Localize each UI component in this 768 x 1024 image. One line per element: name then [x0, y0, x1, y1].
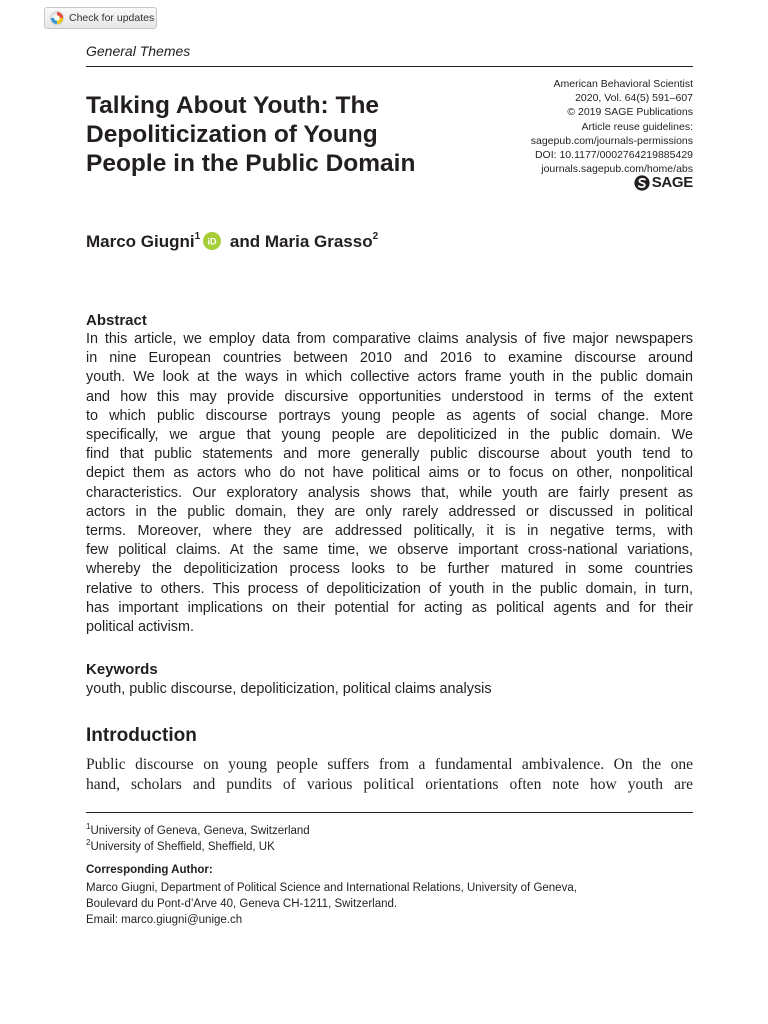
abstract-line: find that public statements and more generally public discourse about youth tend to: [86, 446, 693, 463]
section-label: General Themes: [86, 43, 191, 59]
abstract-line: specifically, we argue that young people are depoliticized in the public domain. We: [86, 427, 693, 444]
title-line: People in the Public Domain: [86, 150, 416, 177]
journal-info: [531, 77, 693, 176]
corresponding-author-heading: Corresponding Author:: [86, 864, 213, 876]
affiliation-marker: 1: [86, 822, 91, 831]
abstract-line: actors in the public domain, they are only rarely addressed or discussed in political: [86, 503, 693, 520]
journal-link[interactable]: journals.sagepub.com/home/abs: [541, 163, 693, 176]
orcid-icon[interactable]: [203, 232, 221, 250]
corresponding-line: Marco Giugni, Department of Political Science and International Relations, University of Geneva,: [86, 882, 577, 894]
corresponding-email[interactable]: Email: marco.giugni@unige.ch: [86, 914, 243, 926]
abstract-line: In this article, we employ data from comparative claims analysis of five major newspapers: [86, 331, 693, 347]
affiliation-marker: 1: [194, 231, 201, 242]
affiliation-marker: 2: [372, 231, 379, 242]
abstract-line: has important implications on their potential for acting as political agents and for their: [86, 599, 693, 616]
abstract-line: political activism.: [86, 619, 194, 636]
abstract-line: whereby the depoliticization process looks to be further matured in some countries: [86, 561, 693, 578]
abstract-line: characteristics. Our exploratory analysis shows that, while youth are fairly present as: [86, 484, 693, 501]
body-line: hand, scholars and pundits of various political orientations often note how youth are: [86, 776, 693, 793]
copyright: © 2019 SAGE Publications: [567, 106, 693, 119]
reuse-heading: Article reuse guidelines:: [581, 120, 693, 133]
journal-volume: 2020, Vol. 64(5) 591–607: [575, 92, 693, 105]
corresponding-line: Boulevard du Pont-d’Arve 40, Geneva CH-1211, Switzerland.: [86, 898, 398, 910]
abstract-text: [86, 330, 693, 637]
doi[interactable]: DOI: 10.1177/0002764219885429: [534, 149, 693, 162]
keywords-text: youth, public discourse, depoliticization, political claims analysis: [86, 681, 492, 697]
abstract-line: few political claims. At the same time, we observe important cross-national variations,: [86, 542, 693, 559]
introduction-heading: Introduction: [86, 725, 197, 746]
affiliation-marker: 2: [86, 838, 91, 847]
author-name: Maria Grasso: [264, 232, 373, 251]
corresponding-author-info: [86, 880, 577, 928]
affiliation-text: University of Geneva, Geneva, Switzerland: [90, 824, 310, 837]
affiliation: [86, 838, 275, 853]
affiliation-text: University of Sheffield, Sheffield, UK: [90, 840, 275, 853]
title-line: Talking About Youth: The: [86, 92, 380, 119]
abstract-line: relative to others. This process of depoliticization of youth in the public domain, in turn,: [86, 580, 693, 597]
author-list: [86, 232, 380, 252]
body-line: Public discourse on young people suffers from a fundamental ambivalence. On the one: [86, 756, 693, 773]
introduction-text: [86, 755, 693, 795]
author-connector: and: [225, 232, 265, 251]
abstract-line: youth. We look at the ways in which collective actors frame youth in the public domain: [86, 369, 693, 386]
footnote-rule: [86, 812, 693, 813]
title-line: Depoliticization of Young: [86, 121, 378, 148]
check-for-updates-label: Check for updates: [69, 12, 155, 24]
sage-logo-icon: [634, 175, 650, 191]
header-rule: [86, 66, 693, 67]
journal-name: American Behavioral Scientist: [553, 78, 693, 90]
affiliation: [86, 822, 310, 837]
sage-logo: [634, 174, 693, 191]
article-title: [86, 91, 486, 178]
abstract-line: in nine European countries between 2010 and 2016 to examine discourse around: [86, 350, 693, 367]
abstract-heading: Abstract: [86, 312, 147, 329]
sage-logo-text: SAGE: [651, 174, 693, 191]
check-for-updates-icon: [50, 11, 64, 25]
abstract-line: and how this may provide discursive opportunities understood in terms of the extent: [86, 388, 693, 405]
keywords-heading: Keywords: [86, 661, 158, 678]
abstract-line: to which public discourse portrays young people as agents of social change. More: [86, 407, 693, 424]
abstract-line: depict them as actors who do not have political aims or to focus on other, nonpolitical: [86, 465, 693, 482]
svg-text:iD: iD: [207, 236, 217, 247]
author-name: Marco Giugni: [86, 232, 195, 251]
abstract-line: terms. Moreover, where they are addressed politically, it is in negative terms, with: [86, 523, 693, 540]
reuse-link[interactable]: sagepub.com/journals-permissions: [530, 134, 693, 147]
check-for-updates-button[interactable]: [44, 7, 157, 29]
